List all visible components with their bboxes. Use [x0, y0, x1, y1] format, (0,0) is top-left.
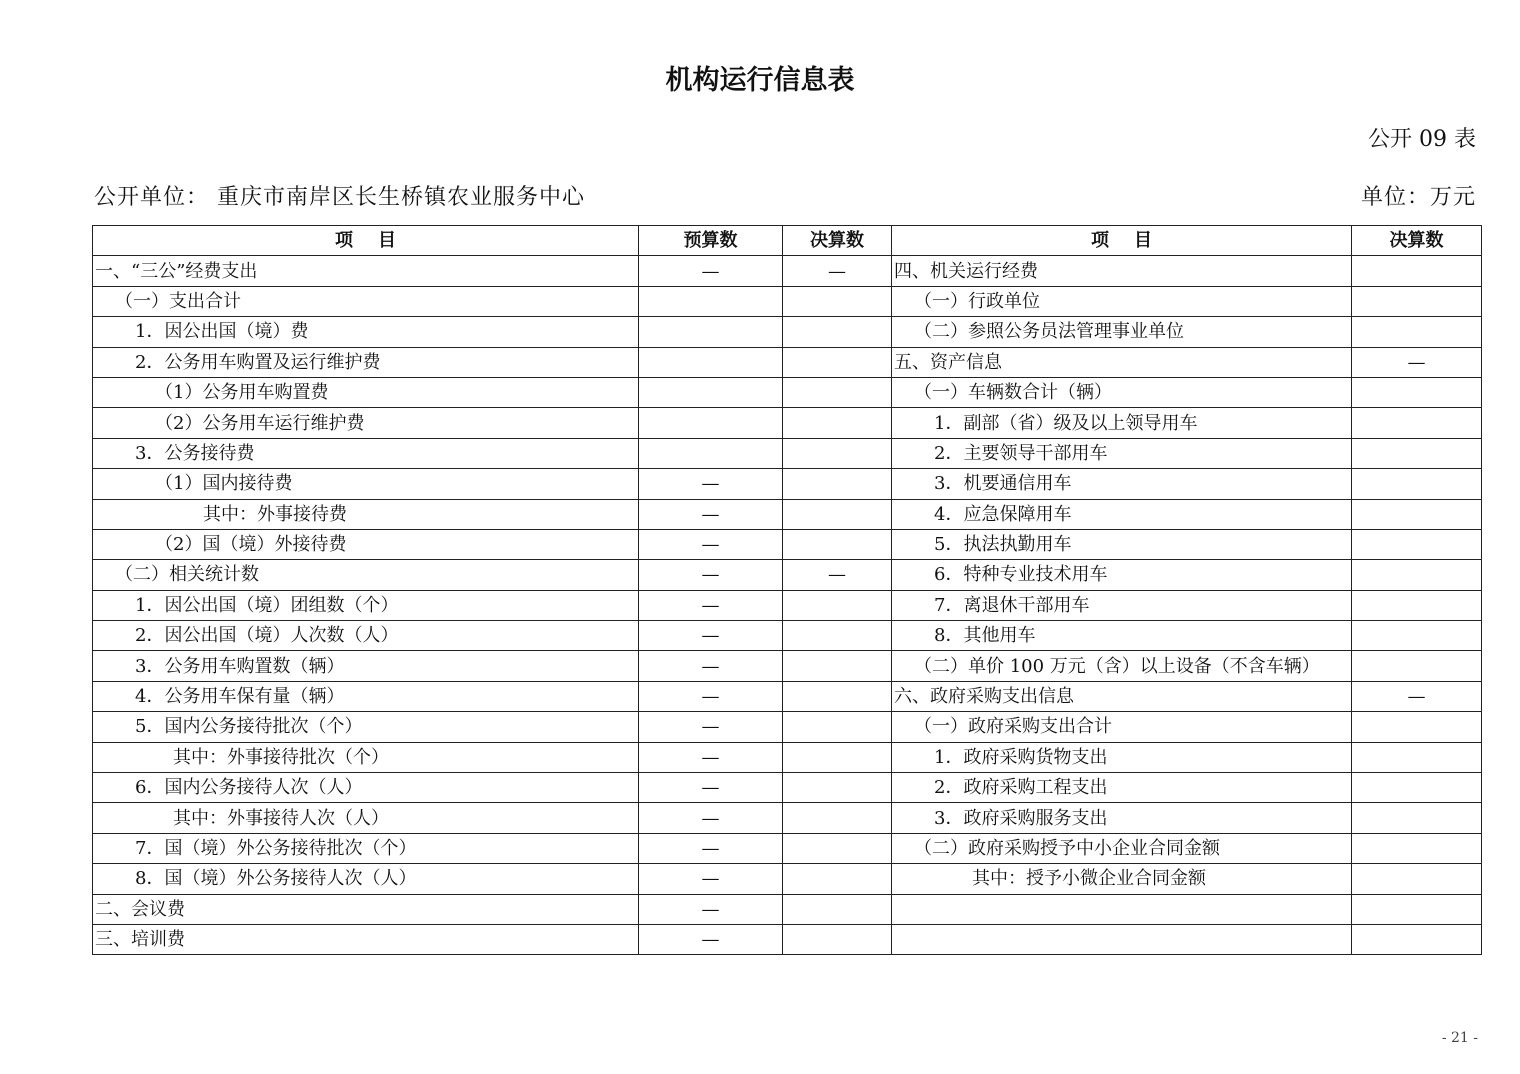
table-row [93, 499, 1482, 529]
final-cell [783, 651, 892, 681]
budget-cell: — [639, 499, 783, 529]
final-cell [783, 529, 892, 559]
budget-cell: — [639, 864, 783, 894]
final-cell [783, 317, 892, 347]
table-row [93, 469, 1482, 499]
table-row [93, 712, 1482, 742]
right-item: （一）政府采购支出合计 [892, 712, 1352, 742]
right-final-cell: — [1352, 347, 1482, 377]
final-cell [783, 621, 892, 651]
right-item: 7．离退休干部用车 [892, 590, 1352, 620]
right-final-cell [1352, 560, 1482, 590]
left-item: 二、会议费 [93, 894, 639, 924]
final-cell [783, 712, 892, 742]
final-cell [783, 438, 892, 468]
right-item: （一）车辆数合计（辆） [892, 377, 1352, 407]
table-row [93, 742, 1482, 772]
right-final-cell [1352, 742, 1482, 772]
final-cell [783, 469, 892, 499]
budget-cell [639, 347, 783, 377]
right-final-cell [1352, 773, 1482, 803]
page-title: 机构运行信息表 [665, 65, 855, 96]
right-item: 六、政府采购支出信息 [892, 681, 1352, 711]
right-item: （一）行政单位 [892, 286, 1352, 316]
budget-cell: — [639, 742, 783, 772]
left-item: 3．公务接待费 [93, 438, 639, 468]
header-left-item: 项 目 [93, 226, 639, 256]
final-cell [783, 408, 892, 438]
final-cell [783, 773, 892, 803]
right-item: 2．政府采购工程支出 [892, 773, 1352, 803]
table-row [93, 529, 1482, 559]
table-row [93, 408, 1482, 438]
table-row [93, 681, 1482, 711]
left-item: 1．因公出国（境）费 [93, 317, 639, 347]
right-item: 1．副部（省）级及以上领导用车 [892, 408, 1352, 438]
right-final-cell [1352, 894, 1482, 924]
table-header-row [93, 226, 1482, 256]
table-row [93, 590, 1482, 620]
left-item: （1）公务用车购置费 [93, 377, 639, 407]
left-item: 其中：外事接待批次（个） [93, 742, 639, 772]
table-code: 公开 09 表 [1368, 127, 1476, 152]
final-cell [783, 742, 892, 772]
final-cell [783, 803, 892, 833]
final-cell [783, 833, 892, 863]
budget-cell [639, 438, 783, 468]
final-cell [783, 864, 892, 894]
right-final-cell [1352, 499, 1482, 529]
final-cell [783, 681, 892, 711]
final-cell [783, 286, 892, 316]
right-final-cell: — [1352, 681, 1482, 711]
header-budget: 预算数 [639, 226, 783, 256]
right-final-cell [1352, 469, 1482, 499]
left-item: （一）支出合计 [93, 286, 639, 316]
info-table [92, 225, 1482, 955]
budget-cell: — [639, 590, 783, 620]
budget-cell: — [639, 773, 783, 803]
right-final-cell [1352, 803, 1482, 833]
unit-label: 单位：万元 [1360, 185, 1476, 210]
right-final-cell [1352, 408, 1482, 438]
table-row [93, 377, 1482, 407]
right-item: 8．其他用车 [892, 621, 1352, 651]
right-item: 3．机要通信用车 [892, 469, 1352, 499]
budget-cell [639, 317, 783, 347]
right-item: 1．政府采购货物支出 [892, 742, 1352, 772]
right-final-cell [1352, 924, 1482, 954]
table-row [93, 803, 1482, 833]
budget-cell [639, 286, 783, 316]
right-final-cell [1352, 438, 1482, 468]
right-final-cell [1352, 317, 1482, 347]
final-cell [783, 894, 892, 924]
table-row [93, 347, 1482, 377]
left-item: 其中：外事接待人次（人） [93, 803, 639, 833]
left-item: 2．因公出国（境）人次数（人） [93, 621, 639, 651]
right-item: 5．执法执勤用车 [892, 529, 1352, 559]
right-final-cell [1352, 833, 1482, 863]
right-final-cell [1352, 621, 1482, 651]
left-item: 5．国内公务接待批次（个） [93, 712, 639, 742]
budget-cell: — [639, 681, 783, 711]
budget-cell [639, 377, 783, 407]
right-item [892, 894, 1352, 924]
table-row [93, 773, 1482, 803]
left-item: 6．国内公务接待人次（人） [93, 773, 639, 803]
left-item: 三、培训费 [93, 924, 639, 954]
final-cell: — [783, 256, 892, 286]
left-item: （1）国内接待费 [93, 469, 639, 499]
budget-cell [639, 408, 783, 438]
budget-cell: — [639, 529, 783, 559]
table-row [93, 256, 1482, 286]
left-item: 其中：外事接待费 [93, 499, 639, 529]
final-cell [783, 924, 892, 954]
left-item: 3．公务用车购置数（辆） [93, 651, 639, 681]
right-final-cell [1352, 377, 1482, 407]
budget-cell: — [639, 894, 783, 924]
right-item: （二）参照公务员法管理事业单位 [892, 317, 1352, 347]
left-item: 一、“三公”经费支出 [93, 256, 639, 286]
table-row [93, 438, 1482, 468]
right-final-cell [1352, 256, 1482, 286]
left-item: 4．公务用车保有量（辆） [93, 681, 639, 711]
header-final-right: 决算数 [1352, 226, 1482, 256]
right-final-cell [1352, 651, 1482, 681]
right-item: （二）单价 100 万元（含）以上设备（不含车辆） [892, 651, 1352, 681]
left-item: （二）相关统计数 [93, 560, 639, 590]
budget-cell: — [639, 469, 783, 499]
right-final-cell [1352, 864, 1482, 894]
right-item: 3．政府采购服务支出 [892, 803, 1352, 833]
right-item: 四、机关运行经费 [892, 256, 1352, 286]
right-item: 五、资产信息 [892, 347, 1352, 377]
budget-cell: — [639, 651, 783, 681]
budget-cell: — [639, 833, 783, 863]
budget-cell: — [639, 560, 783, 590]
budget-cell: — [639, 803, 783, 833]
right-item: 其中：授予小微企业合同金额 [892, 864, 1352, 894]
budget-cell: — [639, 256, 783, 286]
final-cell [783, 590, 892, 620]
table-row [93, 864, 1482, 894]
final-cell [783, 499, 892, 529]
table-row [93, 651, 1482, 681]
left-item: 8．国（境）外公务接待人次（人） [93, 864, 639, 894]
right-final-cell [1352, 529, 1482, 559]
table-row [93, 621, 1482, 651]
left-item: 7．国（境）外公务接待批次（个） [93, 833, 639, 863]
budget-cell: — [639, 621, 783, 651]
final-cell [783, 377, 892, 407]
right-item: 4．应急保障用车 [892, 499, 1352, 529]
org-label: 公开单位： 重庆市南岸区长生桥镇农业服务中心 [94, 185, 585, 210]
header-final-left: 决算数 [783, 226, 892, 256]
right-final-cell [1352, 590, 1482, 620]
table-row [93, 924, 1482, 954]
right-item [892, 924, 1352, 954]
budget-cell: — [639, 712, 783, 742]
table-row [93, 286, 1482, 316]
final-cell [783, 347, 892, 377]
right-item: 6．特种专业技术用车 [892, 560, 1352, 590]
table-row [93, 560, 1482, 590]
right-item: （二）政府采购授予中小企业合同金额 [892, 833, 1352, 863]
left-item: 1．因公出国（境）团组数（个） [93, 590, 639, 620]
header-right-item: 项 目 [892, 226, 1352, 256]
right-final-cell [1352, 286, 1482, 316]
budget-cell: — [639, 924, 783, 954]
left-item: （2）国（境）外接待费 [93, 529, 639, 559]
left-item: （2）公务用车运行维护费 [93, 408, 639, 438]
right-final-cell [1352, 712, 1482, 742]
final-cell: — [783, 560, 892, 590]
table-row [93, 317, 1482, 347]
table-row [93, 894, 1482, 924]
left-item: 2．公务用车购置及运行维护费 [93, 347, 639, 377]
right-item: 2．主要领导干部用车 [892, 438, 1352, 468]
page-number: - 21 - [1441, 1030, 1478, 1046]
table-row [93, 833, 1482, 863]
